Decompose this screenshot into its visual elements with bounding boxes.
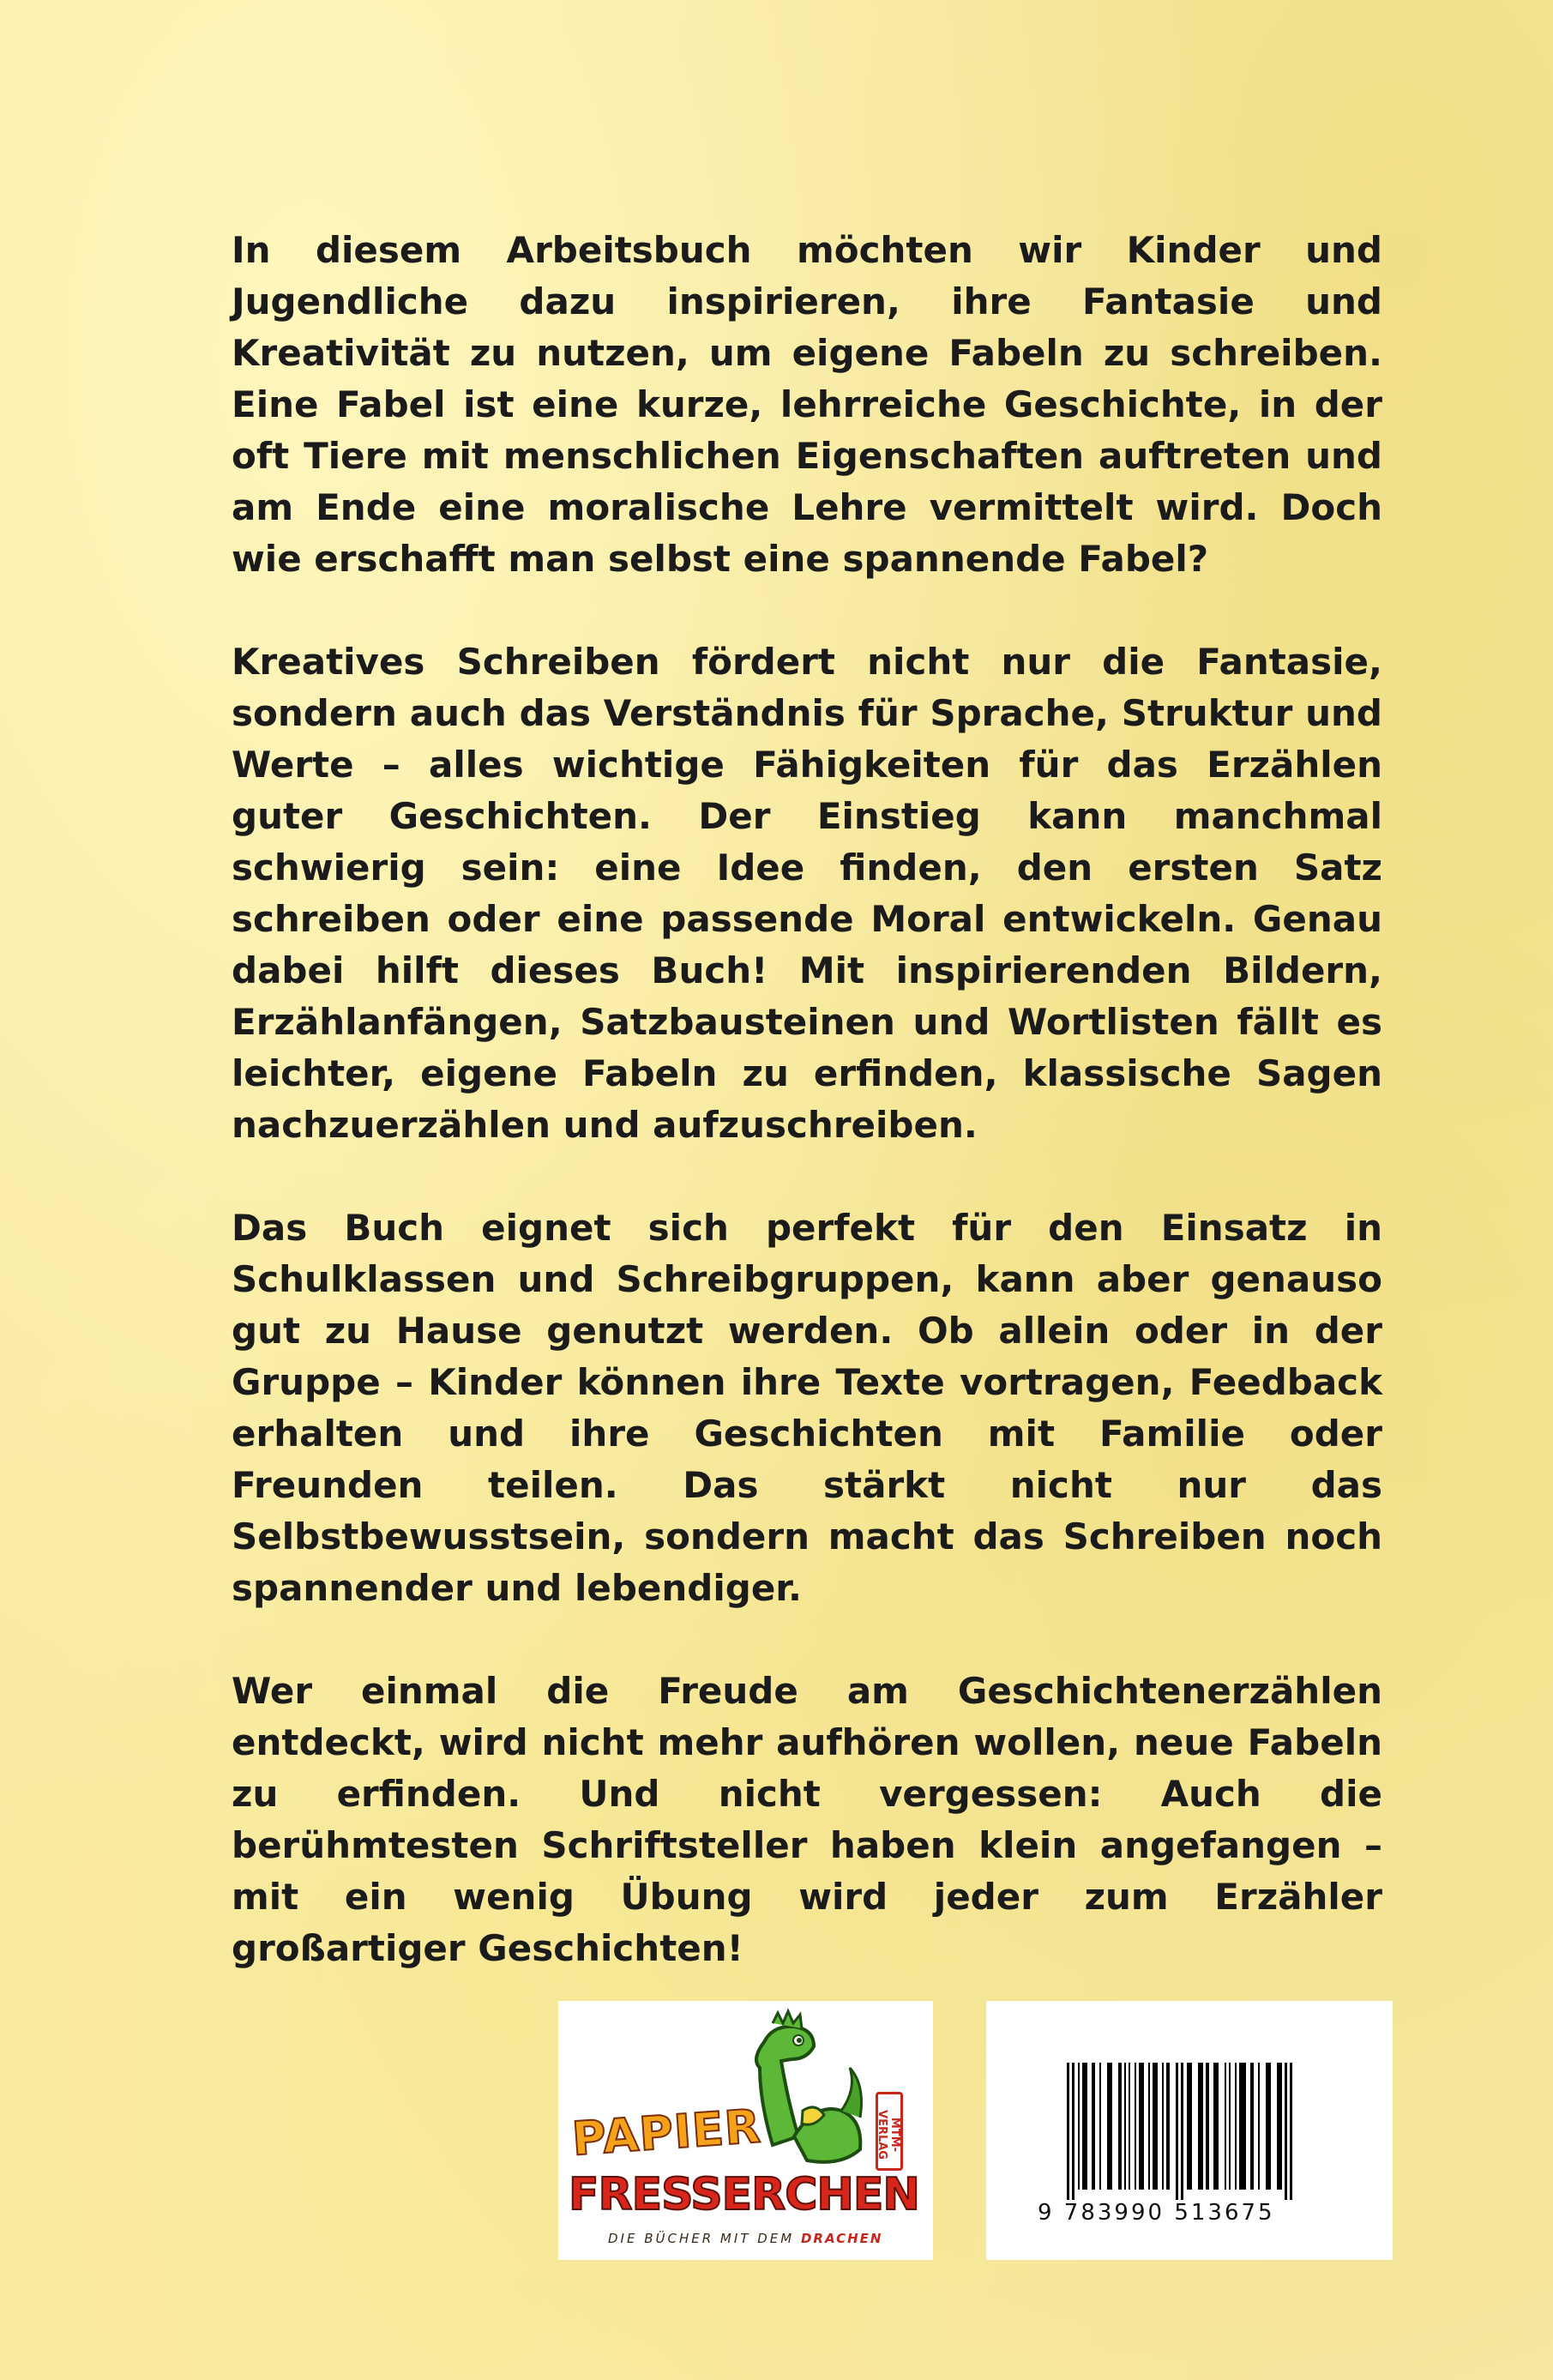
barcode-bar (1162, 2063, 1164, 2190)
paragraph-4: Wer einmal die Freude am Geschichtenerzählen entdeckt, wird nicht mehr aufhören wollen, neue Fabeln zu erfinden. Und nicht vergessen: Auch die berühmtesten Schriftsteller haben klein angefangen – mit ein wenig Übung wird jeder zum Erzähler großartiger Geschichten! (232, 1670, 1382, 1969)
barcode-bar (1229, 2063, 1231, 2190)
logo-tagline: DIE BÜCHER MIT DEM DRACHEN (608, 2231, 883, 2246)
barcode-bar (1139, 2063, 1144, 2190)
barcode-bar (1082, 2063, 1087, 2190)
barcode-bar (1118, 2063, 1122, 2190)
paragraph-3: Das Buch eignet sich perfekt für den Einsatz in Schulklassen und Schreibgruppen, kann aber genauso gut zu Hause genutzt werden. Ob allein oder in der Gruppe – Kinder können ihre Texte vortragen, Feedback erhalten und ihre Geschichten mit Familie oder Freunden teilen. Das stärkt nicht nur das Selbstbewusstsein, sondern macht das Schreiben noch spannender und lebendiger. (232, 1207, 1382, 1609)
barcode-bar (1250, 2063, 1254, 2190)
barcode-bar (1166, 2063, 1170, 2190)
barcode-bar (1072, 2063, 1074, 2200)
barcode-bar (1176, 2063, 1178, 2200)
barcode-bar (1285, 2063, 1287, 2200)
verlag-badge: MTM-VERLAG (876, 2092, 903, 2171)
paragraph-1: In diesem Arbeitsbuch möchten wir Kinder und Jugendliche dazu inspirieren, ihre Fantasie und Kreativität zu nutzen, um eigene Fabeln zu schreiben. Eine Fabel ist eine kurze, lehrreiche Geschichte, in der oft Tiere mit menschlichen Eigenschaften auftreten und am Ende eine moralische Lehre vermittelt wird. Doch wie erschafft man selbst eine spannende Fabel? (232, 229, 1382, 580)
barcode-bar (1266, 2063, 1271, 2190)
paragraph-2: Kreatives Schreiben fördert nicht nur die Fantasie, sondern auch das Verständnis für Sprache, Struktur und Werte – alles wichtige Fähigkeiten für das Erzählen guter Geschichten. Der Einstieg kann manchmal schwierig sein: eine Idee finden, den ersten Satz schreiben oder eine passende Moral entwickeln. Genau dabei hilft dieses Buch! Mit inspirierenden Bildern, Erzählanfängen, Satzbausteinen und Wortlisten fällt es leichter, eigene Fabeln zu erfinden, klassische Sagen nachzuerzählen und aufzuschreiben. (232, 641, 1382, 1146)
barcode-bars (1063, 2063, 1321, 2200)
publisher-logo (558, 2001, 933, 2260)
barcode-bar (1135, 2063, 1136, 2190)
barcode-bar (1235, 2063, 1237, 2190)
barcode-bar (1213, 2063, 1219, 2190)
barcode-bar (1092, 2063, 1095, 2190)
logo-fresserchen-text: FRESSERCHEN (569, 2169, 919, 2220)
barcode-bar (1148, 2063, 1150, 2190)
logo-papier-text: PAPIER (570, 2099, 763, 2166)
isbn-digits: 9 783990 513675 (1038, 2200, 1275, 2226)
barcode-bar (1290, 2063, 1292, 2200)
barcode-bar (1153, 2063, 1158, 2190)
barcode-bar (1187, 2063, 1192, 2190)
back-cover-text (232, 225, 1382, 2026)
barcode (986, 2001, 1393, 2260)
barcode-bar (1129, 2063, 1130, 2190)
barcode-bar (1181, 2063, 1183, 2200)
barcode-bar (1277, 2063, 1282, 2190)
barcode-bar (1258, 2063, 1260, 2190)
barcode-bar (1099, 2063, 1101, 2190)
barcode-bar (1198, 2063, 1203, 2190)
barcode-bar (1206, 2063, 1209, 2190)
barcode-bar (1225, 2063, 1226, 2190)
barcode-bar (1107, 2063, 1112, 2190)
barcode-bar (1078, 2063, 1080, 2190)
barcode-bar (1239, 2063, 1246, 2190)
barcode-bar (1124, 2063, 1126, 2190)
barcode-bar (1067, 2063, 1069, 2200)
